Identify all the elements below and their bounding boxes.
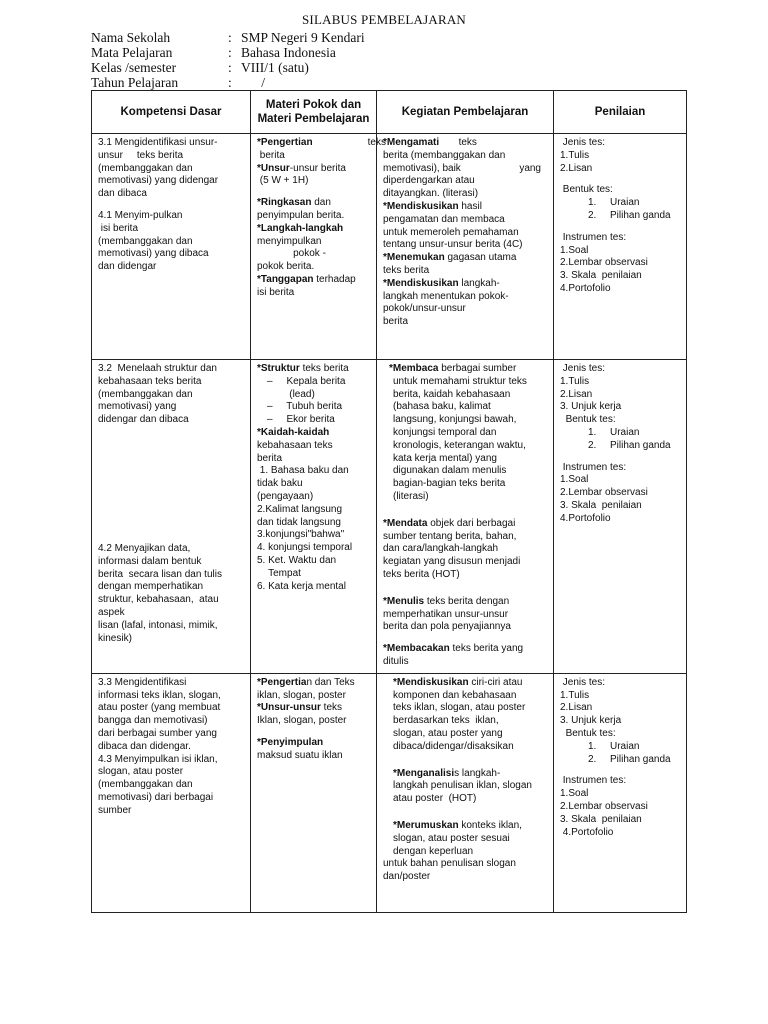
kegiatan-line: slogan, atau poster sesuai: [393, 832, 510, 844]
kd-line: dari berbagai sumber yang: [98, 727, 217, 739]
penilaian-item: [560, 754, 682, 767]
kegiatan-text: yang: [519, 162, 541, 174]
penilaian-heading: Bentuk tes:: [560, 414, 616, 426]
kegiatan-term: *Menulis: [383, 595, 425, 607]
kegiatan-line: berita, kaidah kebahasaan: [393, 388, 511, 400]
cell-kd: [92, 673, 251, 912]
spacer: [383, 806, 549, 820]
kd-line: aspek: [98, 606, 125, 618]
penilaian-item: 4.Portofolio: [560, 282, 611, 294]
kd-line: 3.1 Mengidentifikasi unsur-: [98, 137, 218, 148]
kegiatan-line: teks iklan, slogan, atau poster: [393, 702, 526, 714]
kegiatan-line: [383, 677, 549, 690]
kegiatan-line: [383, 518, 549, 531]
materi-text: -unsur berita: [289, 162, 346, 174]
list-number: 2.: [588, 209, 597, 221]
meta-value: /: [241, 75, 266, 90]
materi-line: *Penyimpulan: [257, 736, 324, 748]
list-text: Uraian: [610, 740, 640, 752]
kd-line: memotivasi) yang: [98, 401, 177, 413]
materi-line: isi berita: [257, 286, 295, 298]
kegiatan-text: teks berita yang: [449, 643, 524, 655]
kd-line: kinesik): [98, 632, 132, 644]
materi-line: tidak baku: [257, 478, 303, 490]
kegiatan-line: teks berita (HOT): [383, 568, 460, 580]
kegiatan-line: berdasarkan teks iklan,: [393, 715, 499, 727]
kegiatan-line: pokok/unsur-unsur: [383, 303, 466, 315]
kd-line: 4.3 Menyimpulkan isi iklan,: [98, 753, 218, 765]
materi-term: *Unsur: [257, 162, 290, 174]
penilaian-heading: Jenis tes:: [560, 363, 606, 374]
header-kompetensi-dasar: Kompetensi Dasar: [92, 91, 251, 134]
penilaian-item: 1.Tulis: [560, 689, 590, 701]
kegiatan-line: langsung, konjungsi bawah,: [393, 414, 517, 426]
penilaian-item: 2.Lembar observasi: [560, 487, 648, 499]
list-number: 2.: [588, 753, 597, 765]
materi-line: menyimpulkan: [257, 235, 322, 247]
kegiatan-line: kata kerja mental) yang: [393, 452, 497, 464]
materi-line: (lead): [267, 388, 315, 400]
kd-line: dan didengar: [98, 261, 157, 273]
materi-line: [257, 197, 372, 210]
penilaian-item: 4.Portofolio: [560, 826, 614, 838]
kd-line: 3.3 Mengidentifikasi: [98, 676, 187, 688]
materi-line: [257, 137, 386, 150]
list-number: 1.: [588, 426, 597, 438]
materi-line: 4. konjungsi temporal: [257, 542, 353, 554]
meta-value: SMP Negeri 9 Kendari: [241, 30, 365, 45]
kegiatan-line: memperhatikan unsur-unsur: [383, 608, 509, 620]
kegiatan-text: s langkah-: [454, 767, 501, 779]
materi-term: *Struktur: [257, 363, 300, 374]
penilaian-item: 3. Skala penilaian: [560, 270, 642, 282]
kegiatan-line: untuk memahami struktur teks: [393, 375, 527, 387]
header-kegiatan: Kegiatan Pembelajaran: [377, 91, 554, 134]
materi-term: *Pengertia: [257, 676, 307, 688]
list-text: Pilihan ganda: [610, 209, 671, 221]
document-title: SILABUS PEMBELAJARAN: [302, 12, 466, 27]
kd-line: lisan (lafal, intonasi, mimik,: [98, 619, 218, 631]
materi-line: pokok -: [257, 248, 326, 260]
kd-line: memotivasi) dari berbagai: [98, 791, 214, 803]
cell-kegiatan: [377, 673, 554, 912]
penilaian-item: 1.Tulis: [560, 375, 590, 387]
kegiatan-text: objek dari berbagai: [427, 517, 516, 529]
materi-line: berita: [257, 452, 283, 464]
kd-line: atau poster (yang membuat: [98, 702, 221, 714]
materi-term: *Ringkasan: [257, 197, 312, 209]
kegiatan-line: dibaca/didengar/disaksikan: [393, 740, 514, 752]
materi-line: kebahasaan teks: [257, 439, 333, 451]
kegiatan-line: [383, 820, 549, 833]
table-header-row: [92, 91, 687, 134]
kd-line: informasi dalam bentuk: [98, 555, 202, 567]
table-row: [92, 360, 687, 674]
kegiatan-text: memotivasi), baik: [383, 162, 461, 174]
kegiatan-line: berita dan pola penyajiannya: [383, 621, 511, 633]
spacer: [560, 175, 682, 184]
kegiatan-line: dan/poster: [383, 871, 431, 883]
kegiatan-line: berita (membanggakan dan: [383, 149, 506, 161]
table-row: [92, 673, 687, 912]
kd-line: (membanggakan dan: [98, 235, 193, 247]
kegiatan-term: *Merumuskan: [393, 819, 459, 831]
penilaian-item: [560, 210, 682, 223]
meta-value: Bahasa Indonesia: [241, 45, 336, 60]
materi-line: 6. Kata kerja mental: [257, 580, 346, 592]
kegiatan-line: [383, 278, 549, 291]
kd-line: memotivasi) yang didengar: [98, 175, 219, 187]
table-row: [92, 134, 687, 360]
kegiatan-line: berita: [383, 316, 409, 328]
cell-kd: [92, 360, 251, 674]
kd-line: dan dibaca: [98, 188, 147, 200]
kegiatan-line: sumber tentang berita, bahan,: [383, 530, 517, 542]
penilaian-item: 4.Portofolio: [560, 512, 611, 524]
kegiatan-line: digunakan dalam menulis: [393, 465, 507, 477]
penilaian-item: [560, 440, 682, 453]
meta-label: Nama Sekolah: [91, 30, 171, 45]
penilaian-heading: Bentuk tes:: [560, 184, 613, 196]
kd-line: bangga dan memotivasi): [98, 715, 208, 727]
penilaian-item: 3. Skala penilaian: [560, 813, 642, 825]
kegiatan-line: komponen dan kebahasaan: [393, 689, 517, 701]
kd-line: 4.2 Menyajikan data,: [98, 542, 191, 554]
penilaian-item: 2.Lisan: [560, 162, 593, 174]
materi-line: [257, 363, 372, 376]
materi-line: [257, 274, 372, 287]
list-number: 1.: [588, 197, 597, 209]
penilaian-item: 3. Unjuk kerja: [560, 401, 622, 413]
header-materi: Materi Pokok dan Materi Pembelajaran: [251, 91, 377, 134]
kd-line: memotivasi) yang dibaca: [98, 248, 209, 260]
materi-text: terhadap: [313, 273, 356, 285]
cell-materi: [251, 673, 377, 912]
kd-line: (membanggakan dan: [98, 388, 193, 400]
cell-kd: [92, 134, 251, 360]
spacer: [98, 201, 246, 210]
materi-line: – Ekor berita: [267, 414, 335, 426]
kegiatan-line: [383, 163, 549, 176]
kegiatan-line: kegiatan yang disusun menjadi: [383, 556, 521, 568]
materi-term: *Unsur-unsur: [257, 702, 321, 714]
kegiatan-term: *Mendiskusikan: [383, 277, 459, 289]
kegiatan-line: (bahasa baku, kalimat: [393, 401, 491, 413]
materi-line: (5 W + 1H): [257, 175, 309, 187]
kegiatan-term: *Menemukan: [383, 252, 445, 264]
kd-line: (membanggakan dan: [98, 162, 193, 174]
list-text: Uraian: [610, 426, 640, 438]
meta-colon: :: [228, 60, 232, 75]
cell-kegiatan: [377, 134, 554, 360]
kegiatan-line: [383, 137, 549, 150]
penilaian-heading: Instrumen tes:: [560, 231, 627, 243]
kd-line: struktur, kebahasaan, atau: [98, 594, 219, 606]
kegiatan-line: langkah penulisan iklan, slogan: [393, 780, 532, 792]
spacer: [257, 188, 372, 197]
kegiatan-text: berbagai sumber: [438, 363, 517, 374]
list-text: Pilihan ganda: [610, 753, 671, 765]
penilaian-heading: Instrumen tes:: [560, 775, 627, 787]
penilaian-item: 2.Lisan: [560, 388, 593, 400]
spacer: [560, 766, 682, 775]
kegiatan-line: teks berita: [383, 264, 430, 276]
kegiatan-line: [383, 768, 549, 781]
penilaian-item: 1.Soal: [560, 788, 589, 800]
kegiatan-line: [383, 363, 549, 376]
kegiatan-term: *Membaca: [389, 363, 439, 374]
kd-line: (membanggakan dan: [98, 779, 193, 791]
penilaian-heading: Jenis tes:: [560, 676, 606, 688]
kd-line: isi berita: [98, 222, 139, 234]
kegiatan-line: slogan, atau poster yang: [393, 727, 503, 739]
materi-line: *Kaidah-kaidah: [257, 426, 330, 438]
kegiatan-text: ciri-ciri atau: [468, 676, 523, 688]
materi-text: teks: [367, 137, 386, 148]
spacer: [383, 754, 549, 768]
materi-term: *Tanggapan: [257, 273, 314, 285]
materi-line: 2.Kalimat langsung: [257, 503, 343, 515]
materi-text: teks: [320, 702, 343, 714]
list-number: 2.: [588, 439, 597, 451]
materi-line: – Kepala berita: [267, 375, 346, 387]
meta-value: VIII/1 (satu): [241, 60, 309, 75]
kegiatan-line: [383, 643, 549, 656]
kegiatan-line: kronologis, keterangan waktu,: [393, 439, 526, 451]
materi-line: 1. Bahasa baku dan: [257, 465, 349, 477]
materi-line: pokok berita.: [257, 261, 315, 273]
kegiatan-term: *Mendiskusikan: [383, 200, 459, 212]
cell-materi: [251, 360, 377, 674]
spacer: [383, 634, 549, 643]
kegiatan-term: *Menganalisi: [393, 767, 455, 779]
cell-kegiatan: [377, 360, 554, 674]
kegiatan-term: *Mendiskusikan: [393, 676, 469, 688]
meta-colon: :: [228, 75, 232, 90]
kegiatan-line: konjungsi temporal dan: [393, 426, 497, 438]
penilaian-item: 3. Skala penilaian: [560, 499, 642, 511]
materi-line: Tempat: [257, 567, 301, 579]
kegiatan-line: atau poster (HOT): [393, 793, 477, 805]
kd-line: unsur teks berita: [98, 149, 184, 161]
kd-line: slogan, atau poster: [98, 766, 184, 778]
kegiatan-line: ditayangkan. (literasi): [383, 188, 479, 200]
kegiatan-text: teks: [439, 137, 477, 148]
kd-line: 3.2 Menelaah struktur dan: [98, 363, 217, 374]
spacer: [383, 504, 549, 518]
spacer: [98, 427, 246, 543]
kegiatan-line: bagian-bagian teks berita: [393, 478, 506, 490]
kegiatan-text: gagasan utama: [444, 252, 517, 264]
penilaian-item: 3. Unjuk kerja: [560, 715, 622, 727]
materi-line: maksud suatu iklan: [257, 749, 343, 761]
materi-line: iklan, slogan, poster: [257, 689, 346, 701]
penilaian-heading: Instrumen tes:: [560, 461, 627, 473]
kd-line: dibaca dan didengar.: [98, 740, 191, 752]
kegiatan-text: langkah-: [458, 277, 500, 289]
kd-line: dengan memperhatikan: [98, 581, 204, 593]
meta-colon: :: [228, 45, 232, 60]
penilaian-item: [560, 197, 682, 210]
penilaian-heading: Jenis tes:: [560, 137, 606, 148]
kegiatan-line: untuk bahan penulisan slogan: [383, 858, 516, 870]
kegiatan-term: *Mengamati: [383, 137, 440, 148]
kegiatan-line: [383, 596, 549, 609]
header-penilaian: Penilaian: [554, 91, 687, 134]
materi-line: – Tubuh berita: [267, 401, 343, 413]
meta-colon: :: [228, 30, 232, 45]
meta-label: Kelas /semester: [91, 60, 177, 75]
penilaian-item: 2.Lembar observasi: [560, 800, 648, 812]
kegiatan-line: diperdengarkan atau: [383, 175, 475, 187]
penilaian-item: 1.Soal: [560, 474, 589, 486]
cell-penilaian: [554, 673, 687, 912]
list-text: Uraian: [610, 197, 640, 209]
penilaian-item: 1.Tulis: [560, 149, 590, 161]
kegiatan-line: (literasi): [393, 490, 429, 502]
kegiatan-line: untuk memeroleh pemahaman: [383, 226, 519, 238]
materi-line: [257, 677, 372, 690]
kegiatan-line: ditulis: [383, 655, 409, 667]
kegiatan-text: hasil: [458, 200, 482, 212]
kegiatan-line: [383, 252, 549, 265]
materi-line: penyimpulan berita.: [257, 209, 345, 221]
penilaian-item: 2.Lembar observasi: [560, 257, 648, 269]
materi-line: berita: [257, 149, 285, 161]
kegiatan-term: *Mendata: [383, 517, 428, 529]
materi-line: [257, 163, 372, 176]
materi-line: 3.konjungsi"bahwa": [257, 529, 345, 541]
kegiatan-line: langkah menentukan pokok-: [383, 290, 509, 302]
materi-term: *Pengertian: [257, 137, 313, 148]
list-text: Pilihan ganda: [610, 439, 671, 451]
syllabus-table: [91, 90, 687, 913]
cell-penilaian: [554, 360, 687, 674]
materi-text: dan: [311, 197, 331, 209]
kd-line: kebahasaan teks berita: [98, 375, 202, 387]
materi-line: (pengayaan): [257, 490, 314, 502]
kegiatan-line: tentang unsur-unsur berita (4C): [383, 239, 523, 251]
penilaian-item: [560, 741, 682, 754]
penilaian-item: 1.Soal: [560, 244, 589, 256]
kegiatan-term: *Membacakan: [383, 643, 450, 655]
spacer: [560, 453, 682, 462]
penilaian-item: 2.Lisan: [560, 702, 593, 714]
materi-line: [257, 702, 372, 715]
cell-penilaian: [554, 134, 687, 360]
spacer: [257, 728, 372, 737]
kd-line: didengar dan dibaca: [98, 414, 189, 426]
cell-materi: [251, 134, 386, 360]
materi-line: *Langkah-langkah: [257, 222, 344, 234]
kegiatan-line: [383, 201, 549, 214]
kegiatan-text: konteks iklan,: [458, 819, 522, 831]
kd-line: 4.1 Menyim-pulkan: [98, 209, 183, 221]
meta-label: Tahun Pelajaran: [91, 75, 179, 90]
materi-text: n dan Teks: [306, 676, 355, 688]
penilaian-item: [560, 427, 682, 440]
kegiatan-line: dengan keperluan: [393, 845, 474, 857]
kegiatan-line: pengamatan dan membaca: [383, 213, 505, 225]
spacer: [560, 223, 682, 232]
spacer: [383, 582, 549, 596]
kd-line: berita secara lisan dan tulis: [98, 568, 222, 580]
meta-label: Mata Pelajaran: [91, 45, 173, 60]
kd-line: sumber: [98, 804, 132, 816]
kegiatan-text: teks berita dengan: [424, 595, 510, 607]
kegiatan-line: dan cara/langkah-langkah: [383, 543, 499, 555]
penilaian-heading: Bentuk tes:: [560, 727, 616, 739]
materi-text: teks berita: [299, 363, 349, 374]
list-number: 1.: [588, 740, 597, 752]
materi-line: dan tidak langsung: [257, 516, 341, 528]
materi-line: Iklan, slogan, poster: [257, 715, 347, 727]
kd-line: informasi teks iklan, slogan,: [98, 689, 221, 701]
materi-line: 5. Ket. Waktu dan: [257, 554, 337, 566]
